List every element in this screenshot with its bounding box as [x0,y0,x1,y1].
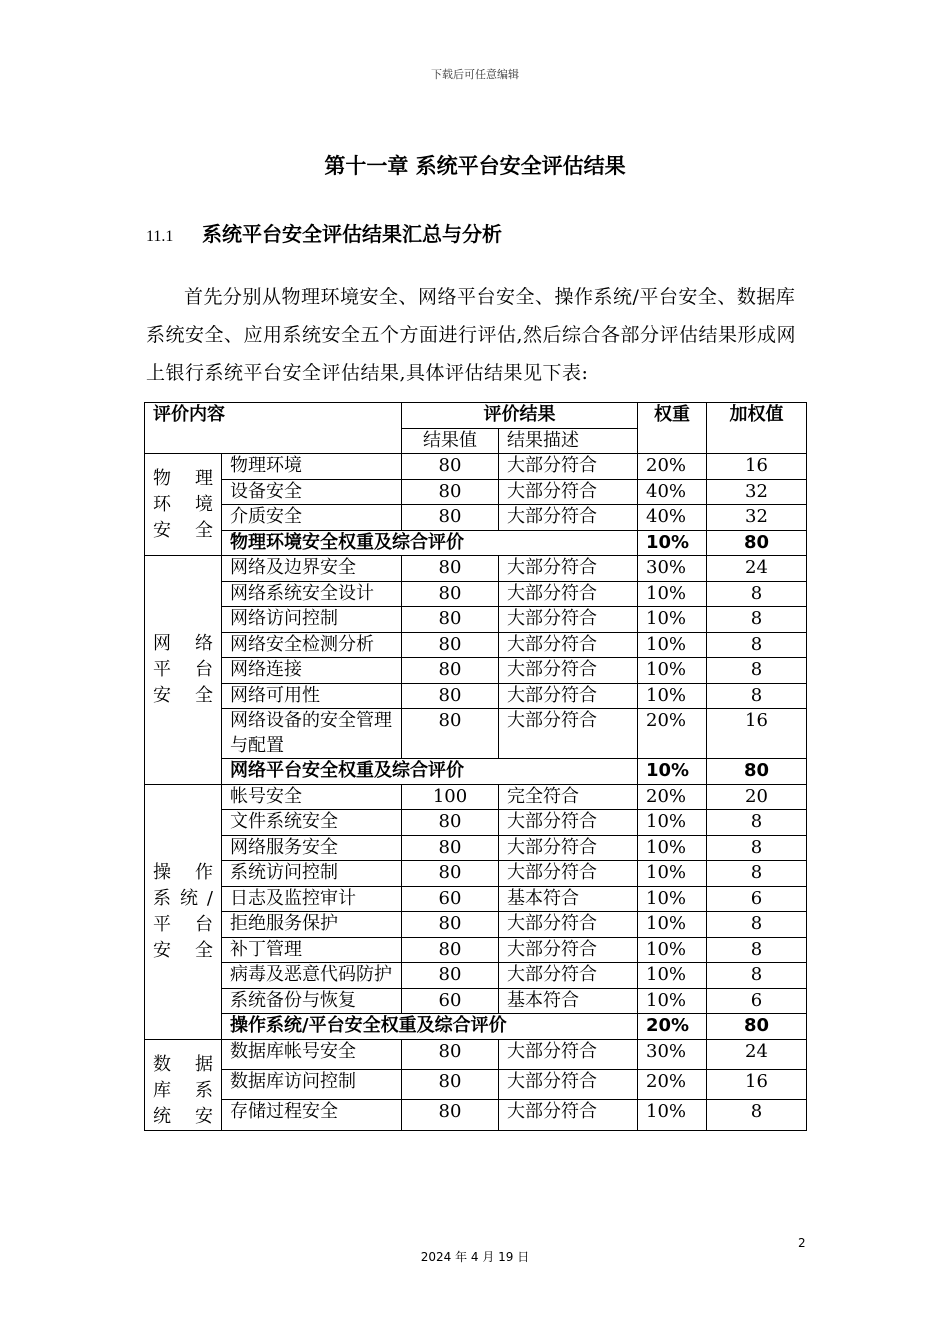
group-label: 网 络 平 台 安全 [145,556,222,785]
item-name: 帐号安全 [222,784,402,810]
item-name: 日志及监控审计 [222,886,402,912]
summary-weight: 20% [638,1014,707,1040]
weighted-value: 8 [707,632,807,658]
summary-weighted: 80 [707,759,807,785]
item-name: 网络服务安全 [222,835,402,861]
group-label: 数 据 库 系 统 安 [145,1039,222,1130]
item-name: 文件系统安全 [222,810,402,836]
result-value: 80 [402,709,499,759]
weight: 10% [638,886,707,912]
result-desc: 大部分符合 [499,835,638,861]
weighted-value: 16 [707,1069,807,1099]
weighted-value: 8 [707,963,807,989]
weighted-value: 8 [707,835,807,861]
weight: 20% [638,709,707,759]
item-name: 网络及边界安全 [222,556,402,582]
evaluation-table [144,402,807,1131]
table-row [145,607,807,633]
weight: 10% [638,861,707,887]
item-name: 网络访问控制 [222,607,402,633]
result-value: 80 [402,810,499,836]
table-row [145,505,807,531]
summary-label: 网络平台安全权重及综合评价 [222,759,638,785]
result-value: 80 [402,658,499,684]
weight: 10% [638,607,707,633]
summary-weight: 10% [638,530,707,556]
table-row [145,479,807,505]
weight: 30% [638,1039,707,1069]
weighted-value: 8 [707,912,807,938]
weighted-value: 8 [707,810,807,836]
item-name: 设备安全 [222,479,402,505]
result-desc: 大部分符合 [499,683,638,709]
weighted-value: 8 [707,581,807,607]
item-name: 网络连接 [222,658,402,684]
weight: 30% [638,556,707,582]
table-row [145,963,807,989]
weight: 10% [638,683,707,709]
weighted-value: 16 [707,709,807,759]
table-row [145,1069,807,1099]
item-name: 网络系统安全设计 [222,581,402,607]
result-value: 80 [402,556,499,582]
item-name: 网络安全检测分析 [222,632,402,658]
result-value: 80 [402,963,499,989]
result-desc: 大部分符合 [499,658,638,684]
weighted-value: 8 [707,1100,807,1130]
item-name: 介质安全 [222,505,402,531]
result-value: 80 [402,912,499,938]
result-value: 80 [402,937,499,963]
weight: 10% [638,963,707,989]
result-value: 80 [402,607,499,633]
result-desc: 大部分符合 [499,1039,638,1069]
result-value: 80 [402,835,499,861]
weight: 10% [638,810,707,836]
page-number: 2 [798,1236,806,1250]
item-name: 补丁管理 [222,937,402,963]
result-desc: 基本符合 [499,988,638,1014]
result-desc: 大部分符合 [499,581,638,607]
weighted-value: 24 [707,556,807,582]
weight: 10% [638,937,707,963]
weight: 10% [638,835,707,861]
result-desc: 大部分符合 [499,632,638,658]
table-row [145,454,807,480]
table-row [145,556,807,582]
result-desc: 大部分符合 [499,963,638,989]
summary-weight: 10% [638,759,707,785]
table-row [145,581,807,607]
weight: 10% [638,1100,707,1130]
weighted-value: 8 [707,607,807,633]
table-header-row [145,403,807,429]
weight: 10% [638,912,707,938]
table-row [145,912,807,938]
result-desc: 大部分符合 [499,1069,638,1099]
result-desc: 大部分符合 [499,454,638,480]
item-name: 系统备份与恢复 [222,988,402,1014]
item-name: 物理环境 [222,454,402,480]
result-desc: 大部分符合 [499,861,638,887]
result-desc: 大部分符合 [499,479,638,505]
table-row [145,784,807,810]
item-name: 网络设备的安全管理与配置 [222,709,402,759]
weight: 20% [638,1069,707,1099]
header-weighted: 加权值 [707,403,807,454]
weighted-value: 6 [707,988,807,1014]
item-name: 数据库帐号安全 [222,1039,402,1069]
summary-weighted: 80 [707,530,807,556]
result-value: 80 [402,505,499,531]
table-row [145,835,807,861]
item-name: 系统访问控制 [222,861,402,887]
weighted-value: 8 [707,658,807,684]
table-row [145,658,807,684]
result-value: 60 [402,988,499,1014]
summary-label: 物理环境安全权重及综合评价 [222,530,638,556]
section-number: 11.1 [146,228,174,245]
summary-label: 操作系统/平台安全权重及综合评价 [222,1014,638,1040]
weighted-value: 8 [707,683,807,709]
summary-row [145,530,807,556]
table-row [145,861,807,887]
weighted-value: 16 [707,454,807,480]
result-desc: 大部分符合 [499,937,638,963]
result-desc: 基本符合 [499,886,638,912]
table-row [145,632,807,658]
table-row [145,937,807,963]
weighted-value: 6 [707,886,807,912]
result-value: 80 [402,479,499,505]
result-value: 80 [402,1100,499,1130]
weight: 20% [638,454,707,480]
result-value: 80 [402,454,499,480]
intro-paragraph: 首先分别从物理环境安全、网络平台安全、操作系统/平台安全、数据库系统安全、应用系统安全五个方面进行评估,然后综合各部分评估结果形成网上银行系统平台安全评估结果,具体评估结果见下表: [146,286,797,384]
result-desc: 完全符合 [499,784,638,810]
result-value: 100 [402,784,499,810]
table-row [145,988,807,1014]
item-name: 数据库访问控制 [222,1069,402,1099]
table-row [145,886,807,912]
header-weight: 权重 [638,403,707,454]
header-result: 评价结果 [402,403,638,429]
weighted-value: 32 [707,479,807,505]
result-desc: 大部分符合 [499,810,638,836]
result-value: 80 [402,1039,499,1069]
result-desc: 大部分符合 [499,607,638,633]
result-desc: 大部分符合 [499,709,638,759]
item-name: 存储过程安全 [222,1100,402,1130]
item-name: 网络可用性 [222,683,402,709]
summary-weighted: 80 [707,1014,807,1040]
header-result-value: 结果值 [402,428,499,454]
weight: 40% [638,479,707,505]
weight: 40% [638,505,707,531]
item-name: 拒绝服务保护 [222,912,402,938]
weight: 10% [638,658,707,684]
result-value: 80 [402,683,499,709]
table-row [145,810,807,836]
weight: 10% [638,988,707,1014]
weighted-value: 8 [707,937,807,963]
header-result-desc: 结果描述 [499,428,638,454]
group-label: 物 理 环 境 安全 [145,454,222,556]
result-value: 80 [402,581,499,607]
weighted-value: 32 [707,505,807,531]
table-row [145,709,807,759]
result-value: 80 [402,1069,499,1099]
section-title: 系统平台安全评估结果汇总与分析 [202,222,502,246]
result-value: 80 [402,861,499,887]
weighted-value: 24 [707,1039,807,1069]
table-row [145,1100,807,1130]
weighted-value: 20 [707,784,807,810]
header-content: 评价内容 [145,403,402,454]
result-value: 80 [402,632,499,658]
weight: 10% [638,632,707,658]
weighted-value: 8 [707,861,807,887]
result-desc: 大部分符合 [499,505,638,531]
summary-row [145,1014,807,1040]
result-desc: 大部分符合 [499,1100,638,1130]
footer-date: 2024 年 4 月 19 日 [420,1250,530,1264]
item-name: 病毒及恶意代码防护 [222,963,402,989]
chapter-title: 第十一章 系统平台安全评估结果 [324,154,626,178]
header-note: 下载后可任意编辑 [431,68,519,81]
weight: 10% [638,581,707,607]
section-heading [146,218,502,247]
result-desc: 大部分符合 [499,556,638,582]
result-value: 60 [402,886,499,912]
weight: 20% [638,784,707,810]
result-desc: 大部分符合 [499,912,638,938]
group-label: 操 作 系统/ 平 台 安全 [145,784,222,1039]
table-row [145,683,807,709]
table-row [145,1039,807,1069]
summary-row [145,759,807,785]
